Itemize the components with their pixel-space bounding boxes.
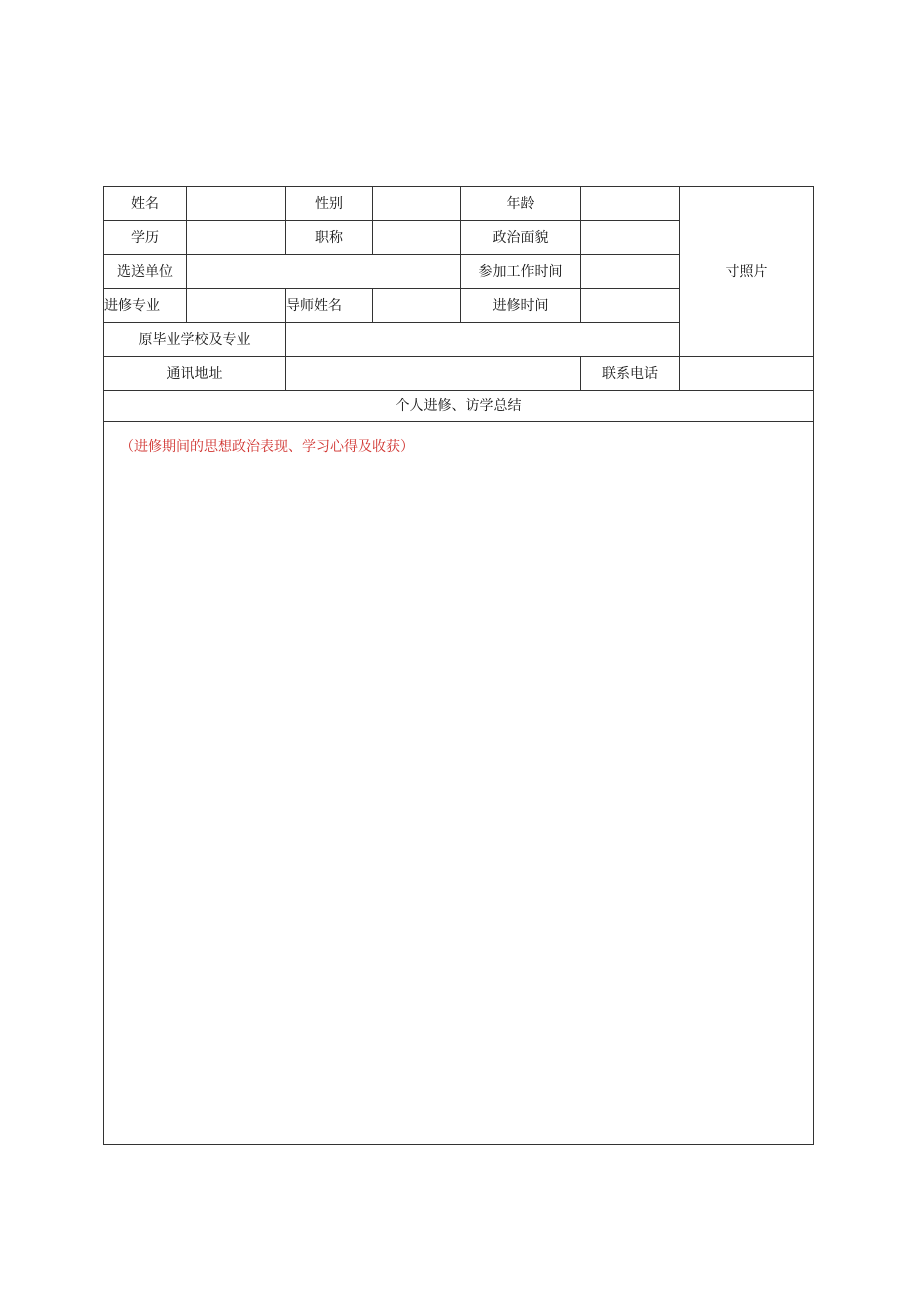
education-field[interactable] [187,221,286,255]
summary-hint: （进修期间的思想政治表现、学习心得及收获） [120,439,414,455]
sending-unit-label: 选送单位 [104,255,187,289]
study-period-field[interactable] [581,289,680,323]
mailing-address-label: 通讯地址 [104,357,286,391]
name-field[interactable] [187,187,286,221]
age-field[interactable] [581,187,680,221]
work-start-time-field[interactable] [581,255,680,289]
study-period-label: 进修时间 [461,289,581,323]
form-row-6 [104,357,814,391]
phone-label: 联系电话 [581,357,680,391]
graduated-school-major-label: 原毕业学校及专业 [104,323,286,357]
political-status-label: 政治面貌 [461,221,581,255]
name-label: 姓名 [104,187,187,221]
study-major-field[interactable] [187,289,286,323]
summary-title-row [104,391,814,422]
study-major-label: 进修专业 [104,289,187,323]
summary-title: 个人进修、访学总结 [104,391,814,422]
summary-body-row [104,422,814,1145]
sending-unit-field[interactable] [187,255,461,289]
education-label: 学历 [104,221,187,255]
summary-text-area[interactable] [104,422,814,1145]
political-status-field[interactable] [581,221,680,255]
job-title-field[interactable] [373,221,461,255]
graduated-school-major-field[interactable] [286,323,680,357]
age-label: 年龄 [461,187,581,221]
mailing-address-field[interactable] [286,357,581,391]
work-start-time-label: 参加工作时间 [461,255,581,289]
study-summary-form [103,186,814,1145]
job-title-label: 职称 [286,221,373,255]
supervisor-name-label: 导师姓名 [286,289,373,323]
phone-field[interactable] [680,357,814,391]
gender-field[interactable] [373,187,461,221]
gender-label: 性别 [286,187,373,221]
supervisor-name-field[interactable] [373,289,461,323]
photo-cell[interactable]: 寸照片 [680,187,814,357]
form-row-1 [104,187,814,221]
